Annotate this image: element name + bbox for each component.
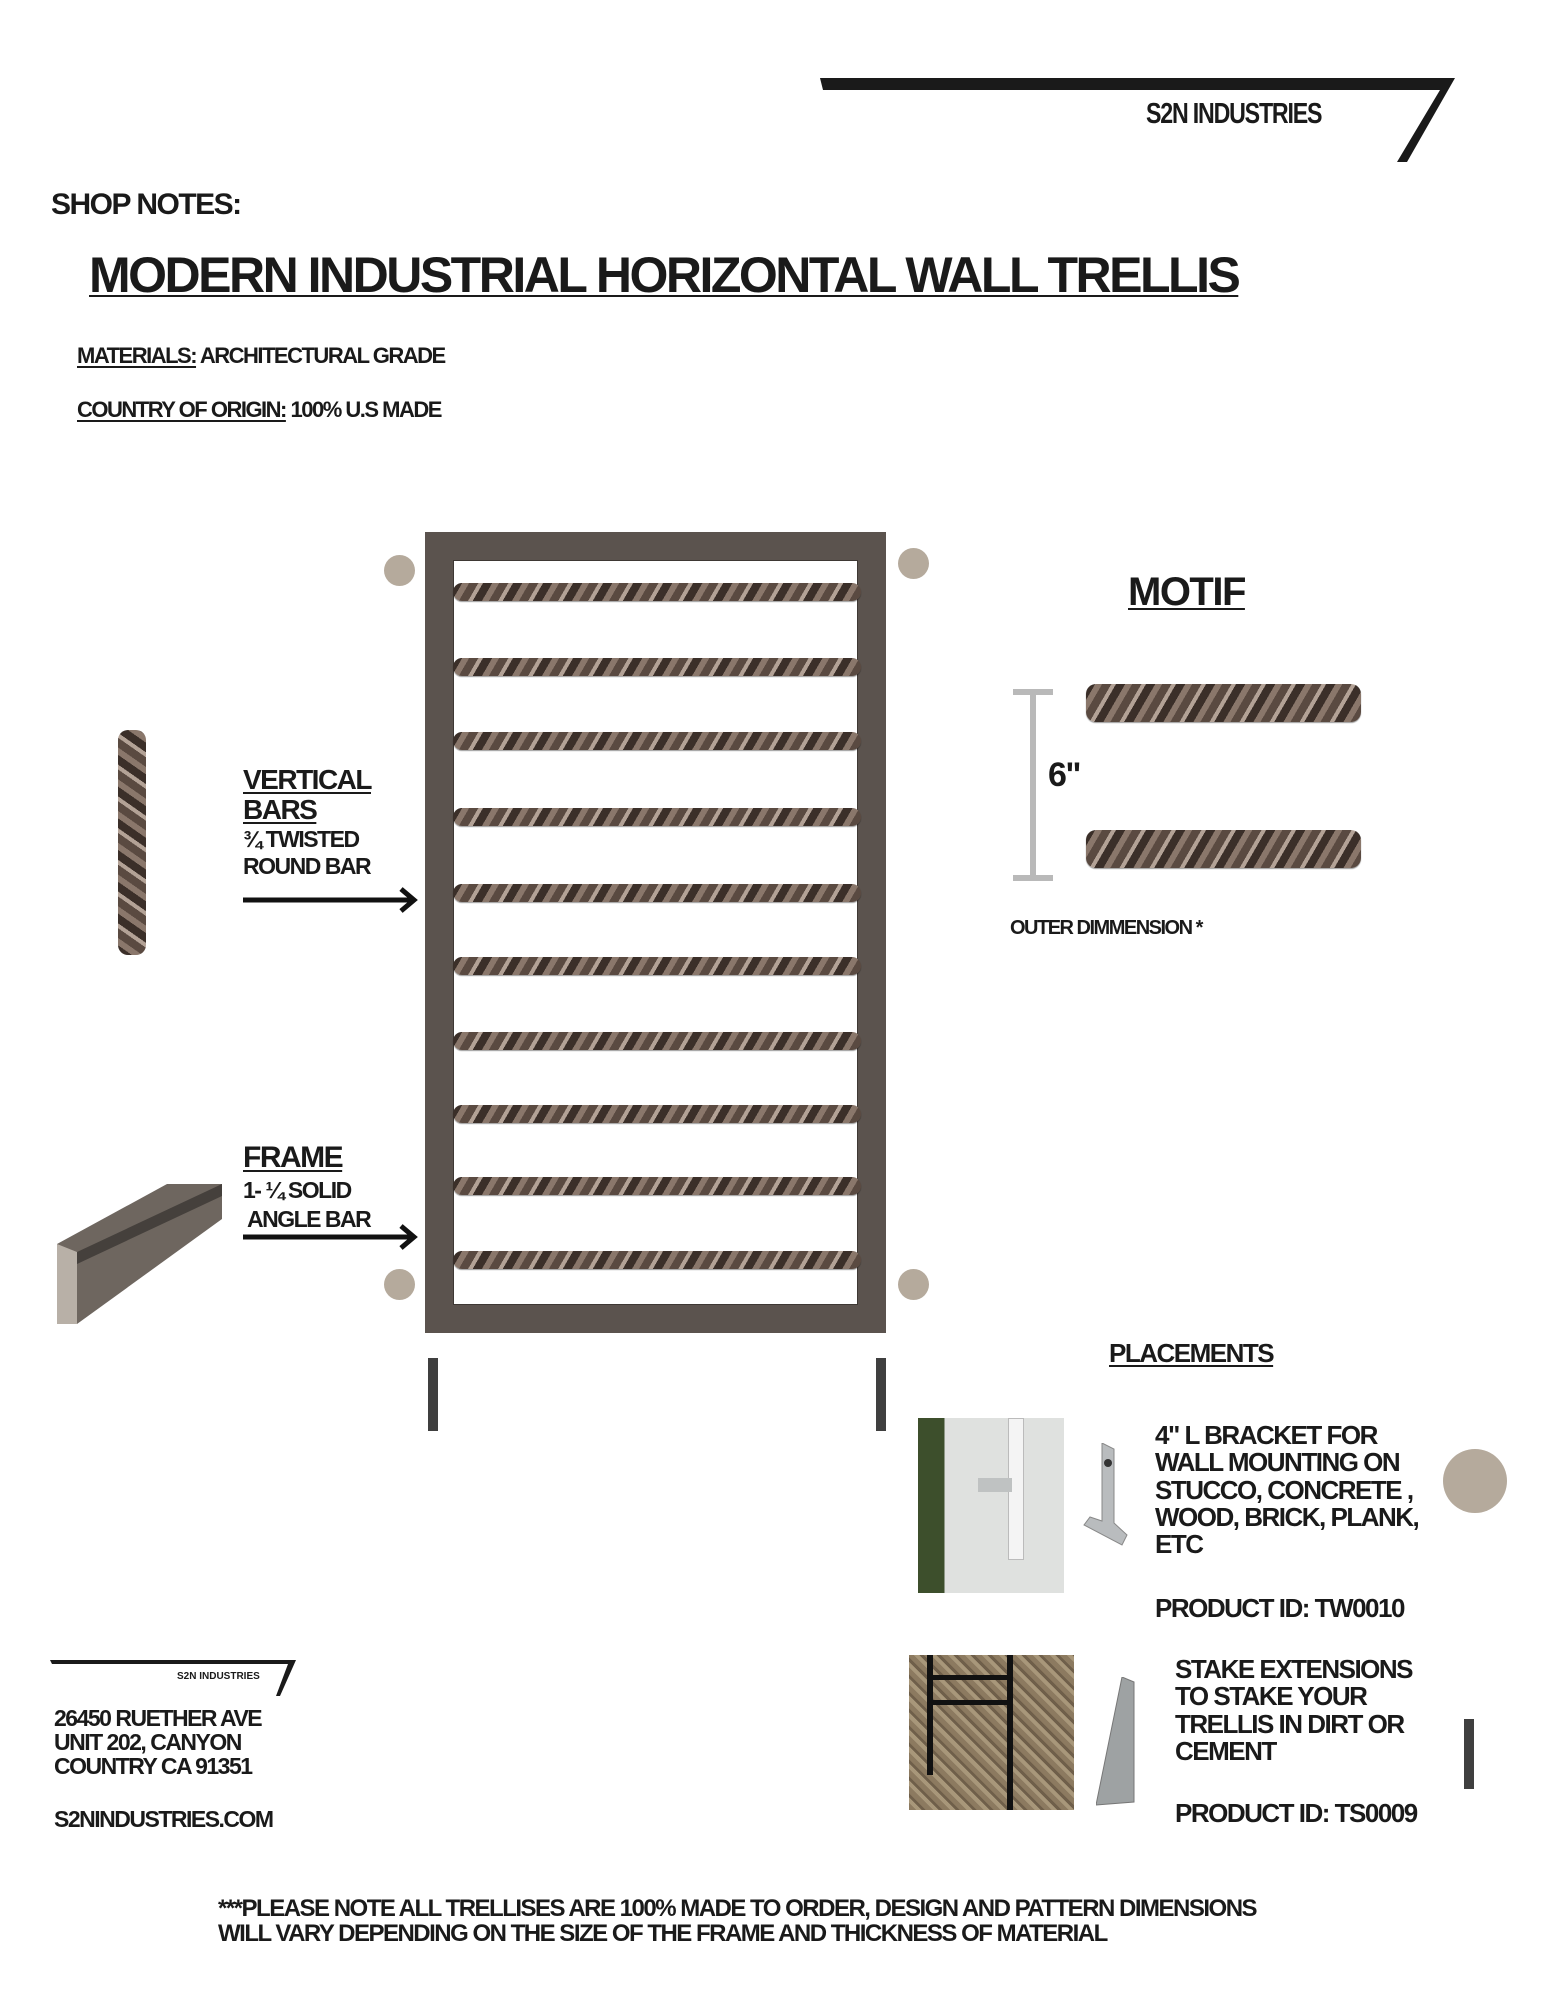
accent-dot [1443,1449,1507,1513]
materials-label: MATERIALS: [77,343,197,368]
motif-title: MOTIF [1128,570,1245,614]
address-line: 26450 RUETHER AVE [54,1705,262,1731]
stake-line: TRELLIS IN DIRT OR [1175,1708,1404,1739]
twisted-bar [453,1032,861,1050]
origin-line [77,399,441,421]
vertical-bars-title-2: BARS [243,794,317,825]
twisted-bar [453,1251,861,1269]
vertical-bars-desc: ¾ TWISTED [243,826,359,852]
twisted-bar [453,583,861,601]
placements-title: PLACEMENTS [1109,1338,1274,1368]
materials-value: ARCHITECTURAL GRADE [199,343,445,368]
materials-line [77,345,445,367]
bracket-line: WOOD, BRICK, PLANK, [1155,1501,1419,1532]
header-logo-bracket [815,70,1465,170]
stake-leg [428,1358,438,1431]
stake-line: STAKE EXTENSIONS [1175,1654,1413,1684]
address-line: COUNTRY CA 91351 [54,1753,252,1780]
twisted-bar-image [118,730,146,955]
brand-name: S2N INDUSTRIES [1146,98,1322,130]
twisted-bar [453,732,861,750]
arrow-right-icon [243,1222,421,1252]
footer-logo-bracket [48,1658,298,1698]
address-line: UNIT 202, CANYON [54,1729,241,1756]
origin-value: 100% U.S MADE [290,397,441,422]
frame-title: FRAME [243,1141,343,1174]
twisted-bar [453,658,861,676]
arrow-right-icon [243,885,421,915]
l-bracket-image [1082,1443,1137,1548]
vertical-bars-desc-2: ROUND BAR [243,853,371,879]
vertical-bars-callout [243,766,371,878]
bracket-line: STUCCO, CONCRETE , [1155,1474,1413,1505]
note-line: WILL VARY DEPENDING ON THE SIZE OF THE FRAME AND THICKNESS OF MATERIAL [218,1920,1107,1948]
stake-leg [876,1358,886,1431]
mounting-dot [898,548,929,579]
angle-bar-image [57,1184,227,1324]
stake-line: TO STAKE YOUR [1175,1681,1367,1712]
twisted-bar [453,884,861,902]
motif-bar [1086,830,1361,868]
bracket-photo [918,1418,1064,1593]
twisted-bar [453,1177,861,1195]
stake-description [1175,1656,1412,1765]
bracket-line: 4" L BRACKET FOR [1155,1420,1377,1450]
footer-brand-name: S2N INDUSTRIES [177,1671,260,1682]
mounting-dot [898,1269,929,1300]
mounting-dot [384,555,415,586]
origin-label: COUNTRY OF ORIGIN: [77,397,286,422]
stake-photo [909,1655,1074,1810]
bracket-line: ETC [1155,1529,1203,1560]
footer-address [54,1706,261,1778]
page-title: MODERN INDUSTRIAL HORIZONTAL WALL TRELLIS [89,247,1239,303]
stake-product-id: PRODUCT ID: TS0009 [1175,1798,1417,1828]
stake-extension-image [1096,1677,1140,1807]
twisted-bar [453,1105,861,1123]
bracket-product-id: PRODUCT ID: TW0010 [1155,1593,1404,1623]
mounting-dot [384,1269,415,1300]
frame-desc: 1- ¼ SOLID [243,1177,351,1203]
vertical-bars-title: VERTICAL [243,764,371,795]
frame-callout [243,1143,370,1231]
bracket-description [1155,1422,1418,1558]
frame-desc-2: ANGLE BAR [247,1206,371,1232]
shop-notes-label: SHOP NOTES: [51,188,241,221]
stake-line: CEMENT [1175,1735,1276,1766]
footer-note [218,1896,1256,1946]
stake-bar-marker [1464,1719,1474,1789]
trellis-frame [425,532,886,1333]
note-line: ***PLEASE NOTE ALL TRELLISES ARE 100% MADE TO ORDER, DESIGN AND PATTERN DIMENSIONS [218,1895,1257,1922]
motif-note: OUTER DIMMENSION * [1010,917,1202,939]
twisted-bar [453,957,861,975]
footer-website[interactable]: S2NINDUSTRIES.COM [54,1806,273,1832]
motif-spacing: 6" [1048,756,1081,794]
motif-bar [1086,684,1361,722]
twisted-bar [453,808,861,826]
bracket-line: WALL MOUNTING ON [1155,1447,1400,1478]
